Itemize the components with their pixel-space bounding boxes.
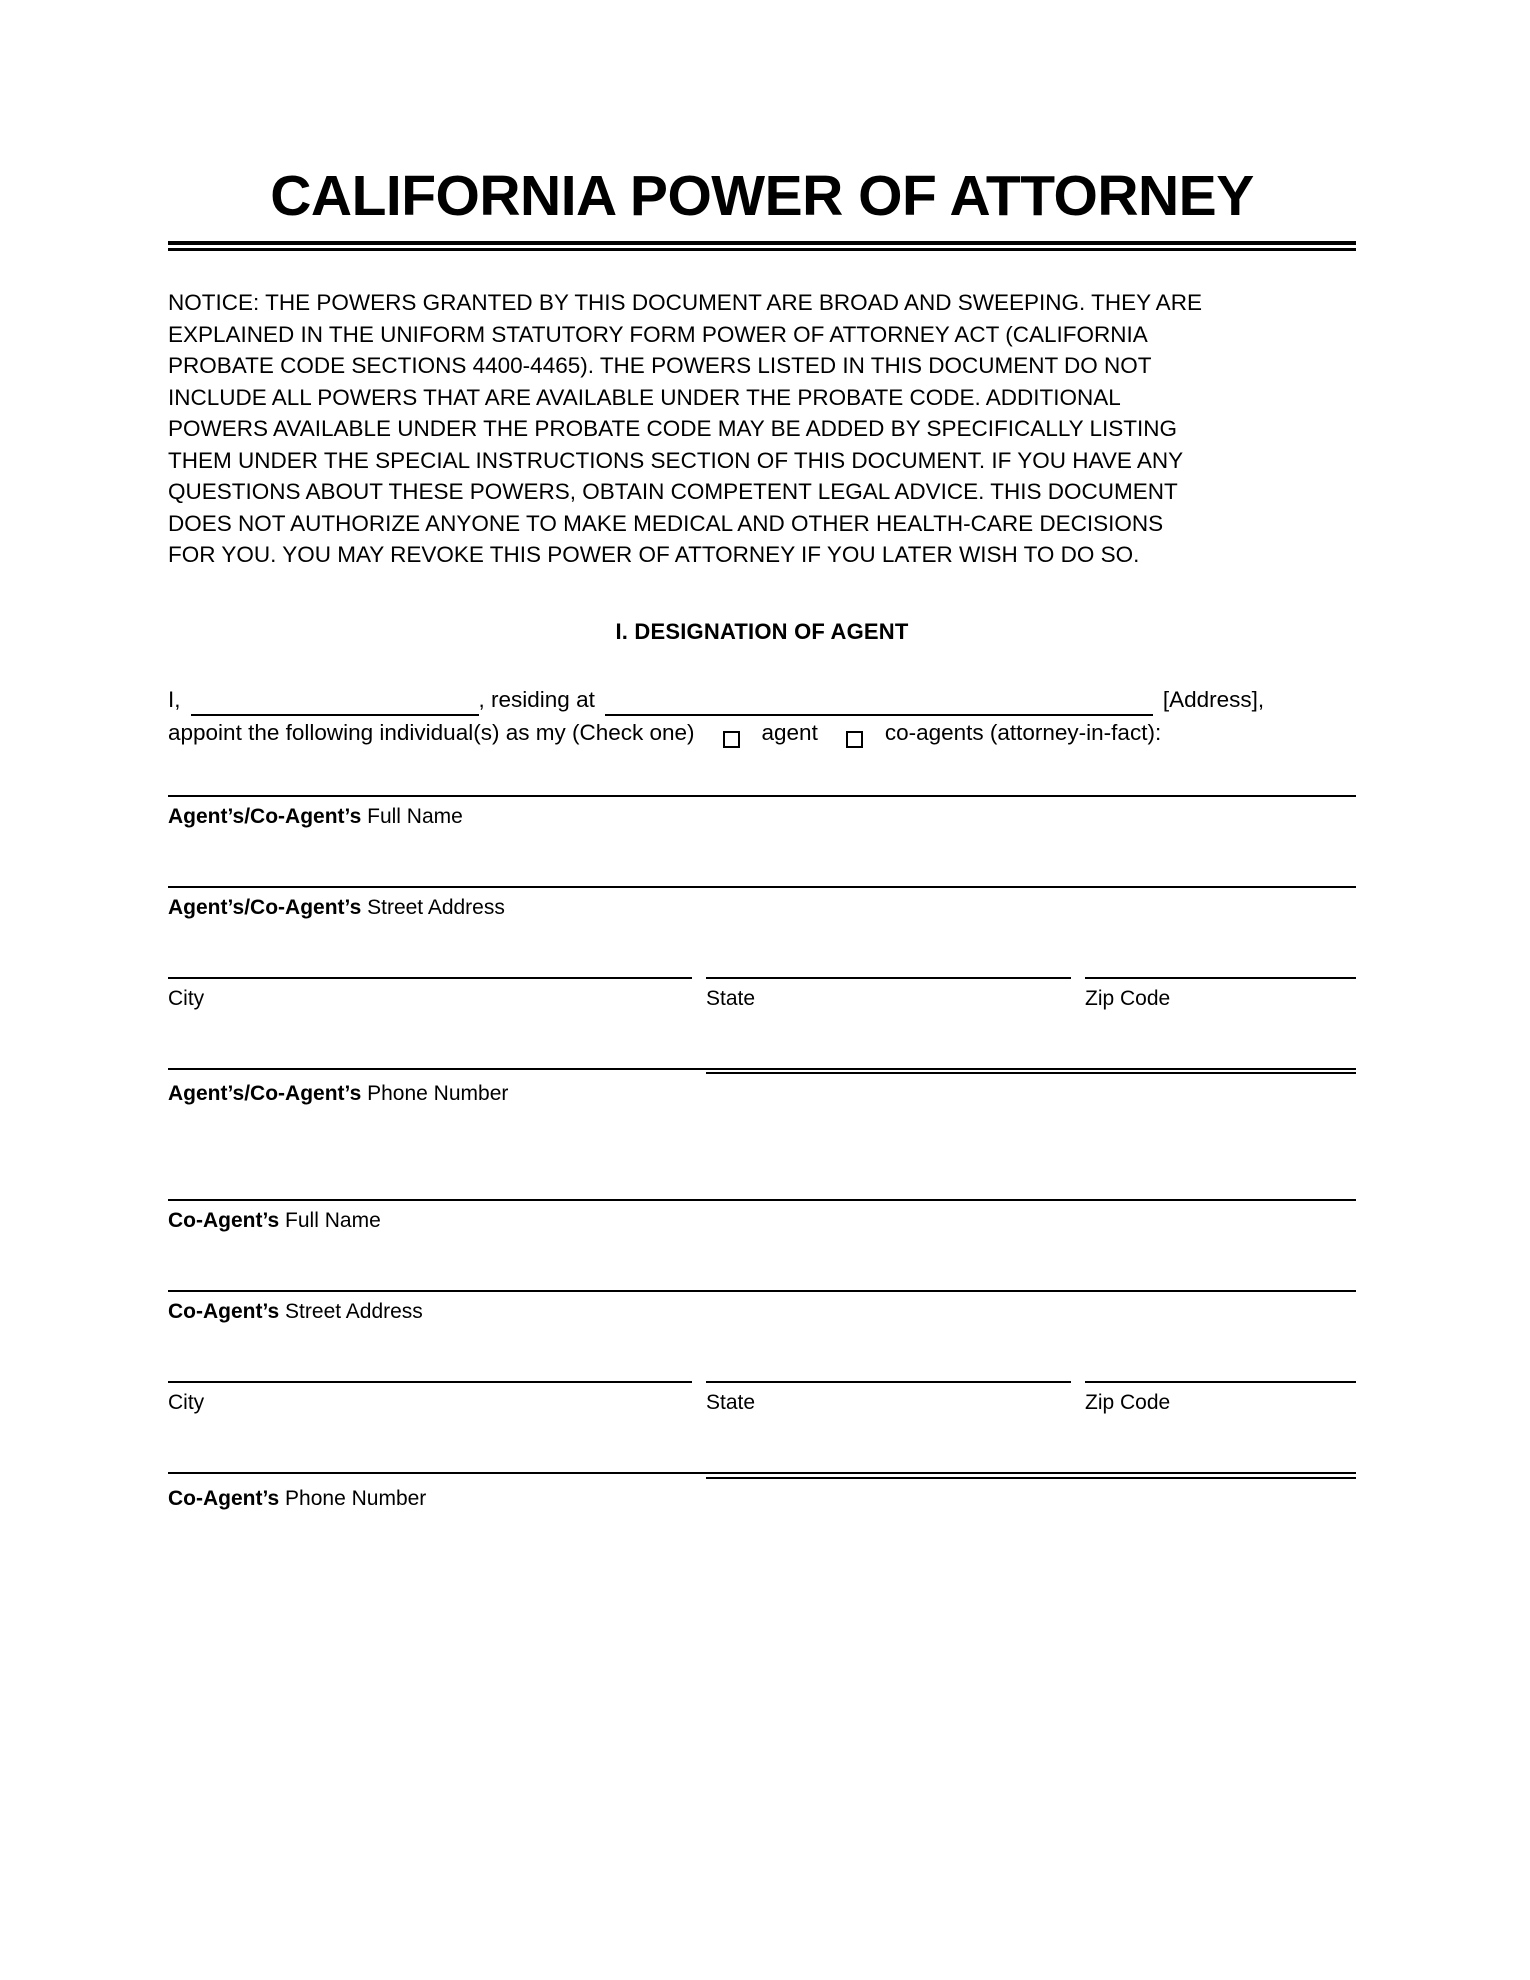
co-agent-zip-field[interactable]	[1085, 1381, 1356, 1416]
column-gap	[1071, 977, 1085, 1012]
co-agent-city-field[interactable]	[168, 1381, 692, 1416]
agent-full-name-field[interactable]	[168, 795, 1356, 830]
column-gap	[692, 1075, 706, 1080]
title-rule-upper	[168, 241, 1356, 245]
title-block	[168, 164, 1356, 251]
notice-line: PROBATE CODE SECTIONS 4400-4465). THE POWERS LISTED IN THIS DOCUMENT DO NOT	[168, 353, 1152, 378]
agent-zip-label: Zip Code	[1085, 986, 1171, 1010]
agent-street-address-field[interactable]	[168, 886, 1356, 921]
column-gap	[692, 1381, 706, 1416]
notice-paragraph	[168, 287, 1356, 571]
co-agent-full-name-field[interactable]	[168, 1199, 1356, 1234]
notice-line: INCLUDE ALL POWERS THAT ARE AVAILABLE UNDER THE PROBATE CODE. ADDITIONAL	[168, 384, 1121, 410]
notice-line: POWERS AVAILABLE UNDER THE PROBATE CODE MAY BE ADDED BY SPECIFICALLY LISTING	[168, 416, 1178, 441]
co-agent-street-address-label	[168, 1297, 1356, 1325]
agent-city-state-zip-row	[168, 977, 1356, 1012]
column-gap	[692, 1479, 706, 1484]
co-agent-city-label: City	[168, 1391, 205, 1414]
address-tag-label: [Address],	[1162, 686, 1265, 712]
agent-state-field[interactable]	[706, 977, 1071, 1012]
notice-line: EXPLAINED IN THE UNIFORM STATUTORY FORM POWER OF ATTORNEY ACT (CALIFORNIA	[168, 321, 1148, 347]
agent-state-label: State	[706, 986, 756, 1010]
agent-street-address-label	[168, 893, 1356, 921]
co-agent-full-name-label	[168, 1206, 1356, 1234]
agent-phone-number-label	[168, 1079, 1356, 1107]
designation-intro	[168, 683, 1356, 749]
co-agent-field-block	[168, 1199, 1356, 1512]
co-agent-phone-number-label	[168, 1484, 1356, 1512]
column-gap	[1071, 1381, 1085, 1416]
co-agent-phone-number-label-strong: Co-Agent’s	[168, 1486, 280, 1510]
agent-city-label: City	[168, 986, 205, 1010]
principal-name-input[interactable]	[191, 692, 479, 716]
agent-street-address-label-rest: Street Address	[361, 895, 505, 919]
notice-line: QUESTIONS ABOUT THESE POWERS, OBTAIN COMPETENT LEGAL ADVICE. THIS DOCUMENT	[168, 479, 1178, 504]
notice-line: NOTICE: THE POWERS GRANTED BY THIS DOCUMENT ARE BROAD AND SWEEPING. THEY ARE	[168, 290, 1202, 315]
document-content	[168, 0, 1356, 1512]
agent-street-address-label-strong: Agent’s/Co-Agent’s	[168, 895, 362, 919]
agent-option-label: agent	[761, 719, 818, 745]
co-agent-zip-label: Zip Code	[1085, 1391, 1171, 1414]
agent-checkbox[interactable]	[723, 731, 740, 748]
page-title: CALIFORNIA POWER OF ATTORNEY	[270, 164, 1254, 228]
co-agent-phone-number-field-right[interactable]	[706, 1477, 1356, 1484]
agent-zip-field[interactable]	[1085, 977, 1356, 1012]
agent-phone-number-field-right[interactable]	[706, 1072, 1356, 1079]
co-agents-option-label: co-agents (attorney-in-fact):	[884, 719, 1162, 745]
co-agents-checkbox[interactable]	[846, 731, 863, 748]
agent-full-name-label-rest: Full Name	[361, 804, 463, 828]
agent-phone-number-row	[168, 1068, 1356, 1080]
principal-identification-row	[168, 683, 1356, 716]
co-agent-street-address-label-rest: Street Address	[279, 1300, 423, 1323]
co-agent-state-label: State	[706, 1391, 756, 1414]
principal-address-input[interactable]	[605, 692, 1153, 716]
co-agent-phone-number-label-rest: Phone Number	[279, 1486, 427, 1510]
co-agent-full-name-label-rest: Full Name	[279, 1209, 381, 1232]
appoint-label: appoint the following individual(s) as my (Check one)	[168, 719, 695, 745]
appoint-options-row	[168, 716, 1356, 749]
i-label: I,	[168, 686, 181, 712]
notice-line: DOES NOT AUTHORIZE ANYONE TO MAKE MEDICAL AND OTHER HEALTH-CARE DECISIONS	[168, 510, 1164, 536]
agent-full-name-label-strong: Agent’s/Co-Agent’s	[168, 804, 362, 828]
agent-city-field[interactable]	[168, 977, 692, 1012]
co-agent-street-address-field[interactable]	[168, 1290, 1356, 1325]
co-agent-phone-number-row	[168, 1472, 1356, 1484]
agent-full-name-label	[168, 802, 1356, 830]
agent-phone-number-field[interactable]	[168, 1075, 692, 1080]
co-agent-state-field[interactable]	[706, 1381, 1071, 1416]
title-rule-lower	[168, 248, 1356, 251]
agent-phone-number-label-strong: Agent’s/Co-Agent’s	[168, 1082, 362, 1105]
block-separator	[168, 1107, 1356, 1199]
agent-field-block	[168, 795, 1356, 1108]
section-heading-designation-of-agent: I. DESIGNATION OF AGENT	[615, 618, 909, 644]
co-agent-city-state-zip-row	[168, 1381, 1356, 1416]
agent-phone-number-label-rest: Phone Number	[361, 1082, 509, 1105]
co-agent-phone-number-field[interactable]	[168, 1479, 692, 1484]
co-agent-street-address-label-strong: Co-Agent’s	[168, 1300, 280, 1323]
notice-line: THEM UNDER THE SPECIAL INSTRUCTIONS SECTION OF THIS DOCUMENT. IF YOU HAVE ANY	[168, 447, 1184, 473]
notice-line: FOR YOU. YOU MAY REVOKE THIS POWER OF ATTORNEY IF YOU LATER WISH TO DO SO.	[168, 542, 1140, 567]
residing-at-label: , residing at	[478, 686, 595, 712]
co-agent-full-name-label-strong: Co-Agent’s	[168, 1209, 280, 1232]
column-gap	[692, 977, 706, 1012]
